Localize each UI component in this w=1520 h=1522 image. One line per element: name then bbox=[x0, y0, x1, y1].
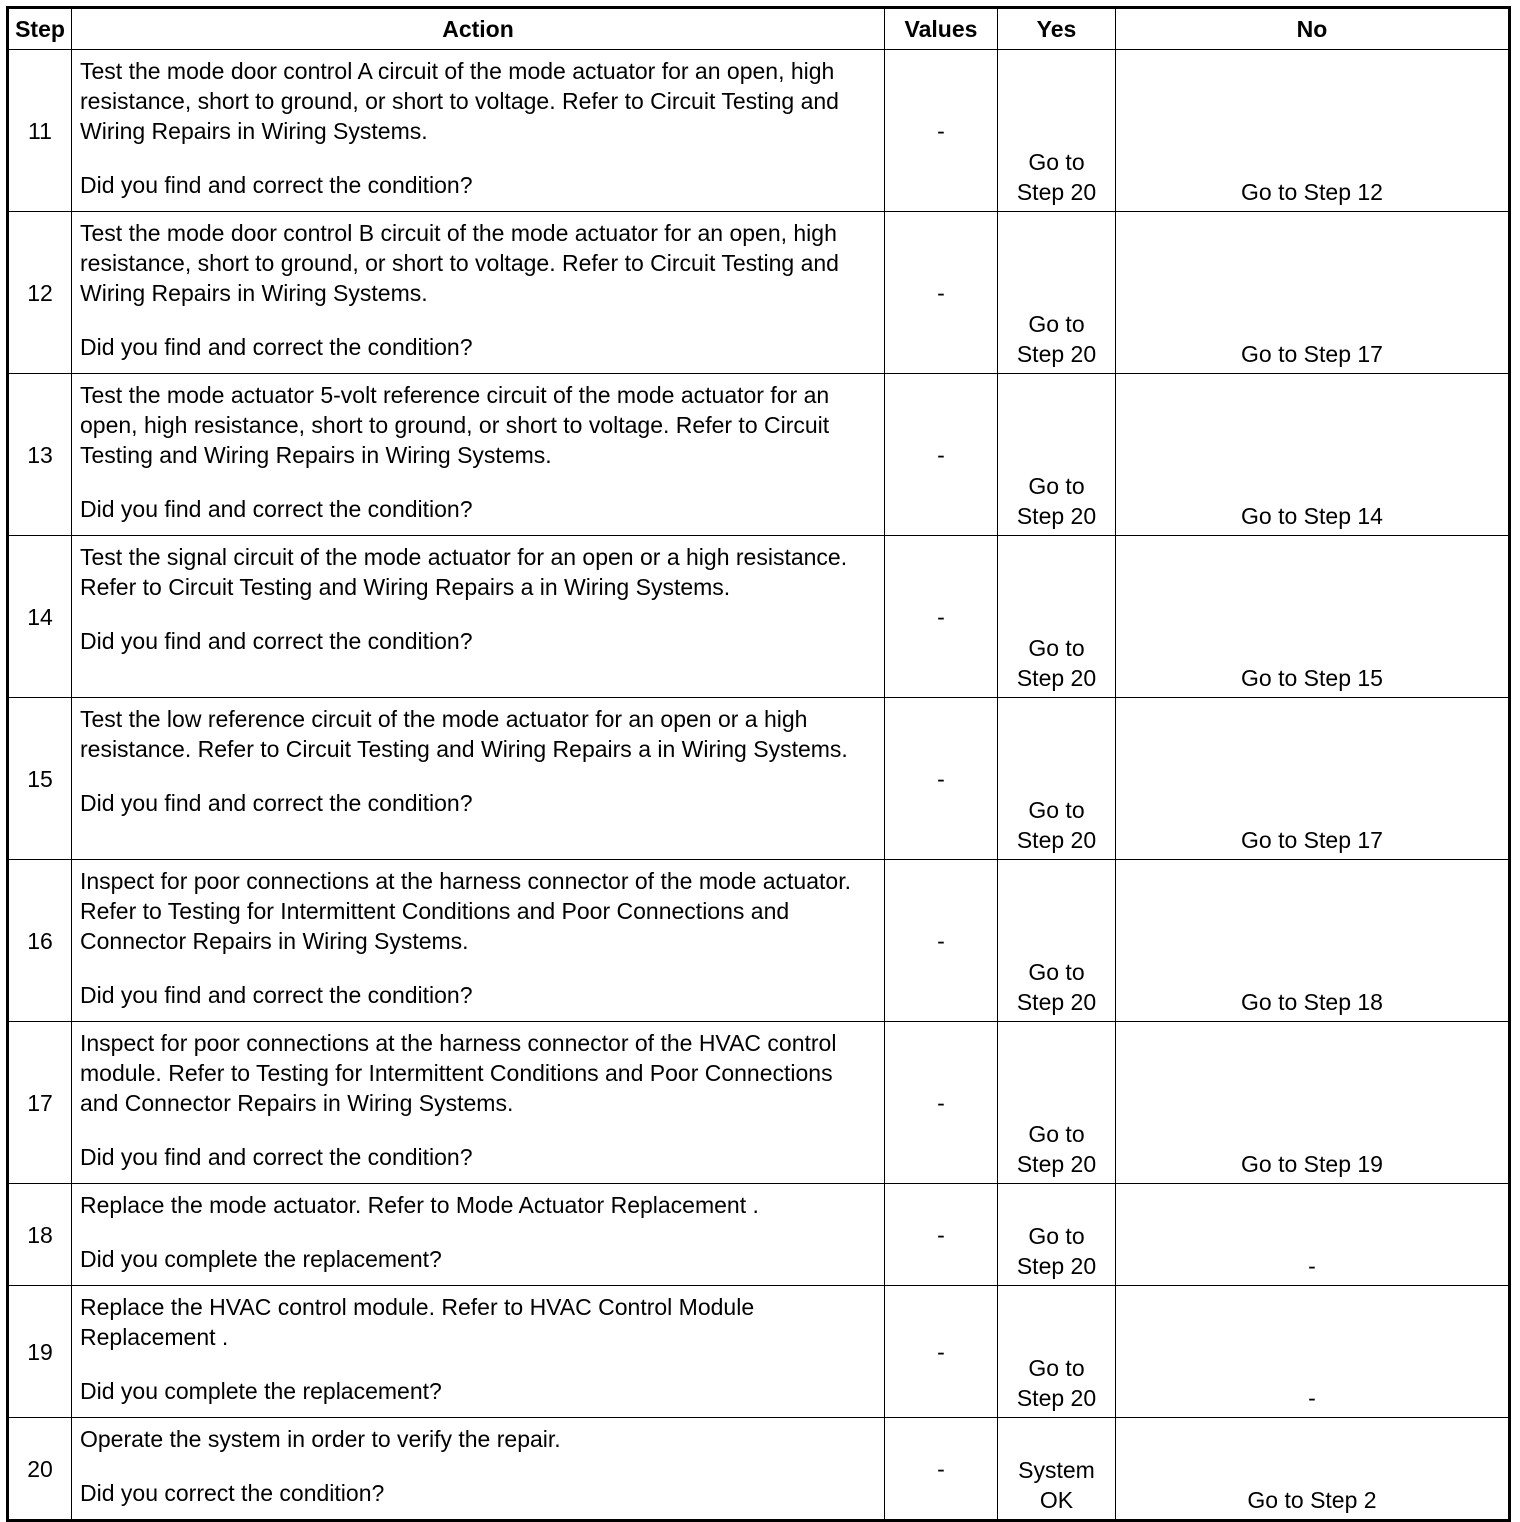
action-text: Inspect for poor connections at the harness connector of the mode actuator. Refer to Testing for Intermittent Conditions and Poor Connections and Connector Repairs in Wiring Systems. bbox=[80, 868, 851, 954]
table-row bbox=[8, 698, 1510, 860]
yes-cell bbox=[998, 1286, 1116, 1418]
table-row bbox=[8, 1418, 1510, 1521]
action-cell bbox=[72, 212, 885, 374]
values-cell: - bbox=[885, 212, 998, 374]
question-text: Did you find and correct the condition? bbox=[80, 496, 473, 522]
yes-text: Go to Step 20 bbox=[1016, 959, 1097, 1015]
table-row bbox=[8, 212, 1510, 374]
step-number: 16 bbox=[8, 860, 72, 1022]
table-body bbox=[8, 50, 1510, 1521]
yes-cell bbox=[998, 1022, 1116, 1184]
values-cell: - bbox=[885, 1286, 998, 1418]
question-text: Did you find and correct the condition? bbox=[80, 1144, 473, 1170]
question-text: Did you find and correct the condition? bbox=[80, 172, 473, 198]
action-cell bbox=[72, 1184, 885, 1286]
values-cell: - bbox=[885, 536, 998, 698]
yes-text: Go to Step 20 bbox=[1016, 635, 1097, 691]
yes-text: Go to Step 20 bbox=[1016, 311, 1097, 367]
yes-cell bbox=[998, 536, 1116, 698]
action-cell bbox=[72, 374, 885, 536]
question-text: Did you complete the replacement? bbox=[80, 1246, 442, 1272]
table-row bbox=[8, 1184, 1510, 1286]
table-row bbox=[8, 374, 1510, 536]
action-text: Test the mode actuator 5-volt reference circuit of the mode actuator for an open, high resistance, short to ground, or short to voltage. Refer to Circuit Testing and Wiring Repairs in Wiring Systems. bbox=[80, 382, 830, 468]
table-row bbox=[8, 50, 1510, 212]
values-cell: - bbox=[885, 1418, 998, 1521]
yes-text: Go to Step 20 bbox=[1016, 473, 1097, 529]
step-number: 17 bbox=[8, 1022, 72, 1184]
action-text: Operate the system in order to verify the repair. bbox=[80, 1426, 561, 1452]
step-number: 14 bbox=[8, 536, 72, 698]
question-text: Did you complete the replacement? bbox=[80, 1378, 442, 1404]
values-cell: - bbox=[885, 698, 998, 860]
action-cell bbox=[72, 698, 885, 860]
values-cell: - bbox=[885, 374, 998, 536]
action-text: Replace the mode actuator. Refer to Mode Actuator Replacement . bbox=[80, 1192, 759, 1218]
step-number: 18 bbox=[8, 1184, 72, 1286]
header-action: Action bbox=[72, 8, 885, 50]
no-cell: Go to Step 15 bbox=[1116, 536, 1510, 698]
question-text: Did you correct the condition? bbox=[80, 1480, 385, 1506]
no-cell: Go to Step 14 bbox=[1116, 374, 1510, 536]
yes-text: Go to Step 20 bbox=[1016, 1121, 1097, 1177]
yes-cell bbox=[998, 374, 1116, 536]
no-cell: - bbox=[1116, 1286, 1510, 1418]
question-text: Did you find and correct the condition? bbox=[80, 982, 473, 1008]
action-text: Test the signal circuit of the mode actuator for an open or a high resistance. Refer to Circuit Testing and Wiring Repairs a in Wiring Systems. bbox=[80, 544, 848, 600]
yes-cell bbox=[998, 50, 1116, 212]
step-number: 15 bbox=[8, 698, 72, 860]
yes-text: Go to Step 20 bbox=[1016, 1223, 1097, 1279]
no-cell: Go to Step 17 bbox=[1116, 698, 1510, 860]
table-header bbox=[8, 8, 1510, 50]
table-row bbox=[8, 1022, 1510, 1184]
yes-text: System OK bbox=[1018, 1457, 1095, 1513]
action-cell bbox=[72, 1022, 885, 1184]
values-cell: - bbox=[885, 860, 998, 1022]
yes-cell bbox=[998, 698, 1116, 860]
step-number: 12 bbox=[8, 212, 72, 374]
action-cell bbox=[72, 860, 885, 1022]
question-text: Did you find and correct the condition? bbox=[80, 790, 473, 816]
action-cell bbox=[72, 1418, 885, 1521]
action-cell bbox=[72, 536, 885, 698]
action-text: Inspect for poor connections at the harness connector of the HVAC control module. Refer to Testing for Intermittent Conditions and Poor Connections and Connector Repairs in Wiring Systems. bbox=[80, 1030, 837, 1116]
header-values: Values bbox=[885, 8, 998, 50]
diagnostic-table bbox=[6, 6, 1511, 1522]
no-cell: Go to Step 19 bbox=[1116, 1022, 1510, 1184]
header-yes: Yes bbox=[998, 8, 1116, 50]
table-row bbox=[8, 1286, 1510, 1418]
no-cell: - bbox=[1116, 1184, 1510, 1286]
yes-cell bbox=[998, 212, 1116, 374]
action-text: Test the mode door control A circuit of the mode actuator for an open, high resistance, short to ground, or short to voltage. Refer to Circuit Testing and Wiring Repairs in Wiring Systems. bbox=[80, 58, 839, 144]
action-text: Replace the HVAC control module. Refer to HVAC Control Module Replacement . bbox=[80, 1294, 755, 1350]
yes-text: Go to Step 20 bbox=[1016, 797, 1097, 853]
step-number: 11 bbox=[8, 50, 72, 212]
header-step: Step bbox=[8, 8, 72, 50]
values-cell: - bbox=[885, 1184, 998, 1286]
action-cell bbox=[72, 50, 885, 212]
yes-text: Go to Step 20 bbox=[1016, 1355, 1097, 1411]
action-cell bbox=[72, 1286, 885, 1418]
yes-cell bbox=[998, 860, 1116, 1022]
question-text: Did you find and correct the condition? bbox=[80, 628, 473, 654]
step-number: 13 bbox=[8, 374, 72, 536]
no-cell: Go to Step 2 bbox=[1116, 1418, 1510, 1521]
action-text: Test the low reference circuit of the mode actuator for an open or a high resistance. Refer to Circuit Testing and Wiring Repairs a in Wiring Systems. bbox=[80, 706, 848, 762]
values-cell: - bbox=[885, 1022, 998, 1184]
yes-cell bbox=[998, 1418, 1116, 1521]
no-cell: Go to Step 17 bbox=[1116, 212, 1510, 374]
step-number: 20 bbox=[8, 1418, 72, 1521]
action-text: Test the mode door control B circuit of the mode actuator for an open, high resistance, short to ground, or short to voltage. Refer to Circuit Testing and Wiring Repairs in Wiring Systems. bbox=[80, 220, 839, 306]
no-cell: Go to Step 12 bbox=[1116, 50, 1510, 212]
yes-cell bbox=[998, 1184, 1116, 1286]
values-cell: - bbox=[885, 50, 998, 212]
step-number: 19 bbox=[8, 1286, 72, 1418]
table-row bbox=[8, 860, 1510, 1022]
no-cell: Go to Step 18 bbox=[1116, 860, 1510, 1022]
yes-text: Go to Step 20 bbox=[1016, 149, 1097, 205]
question-text: Did you find and correct the condition? bbox=[80, 334, 473, 360]
header-no: No bbox=[1116, 8, 1510, 50]
table-row bbox=[8, 536, 1510, 698]
